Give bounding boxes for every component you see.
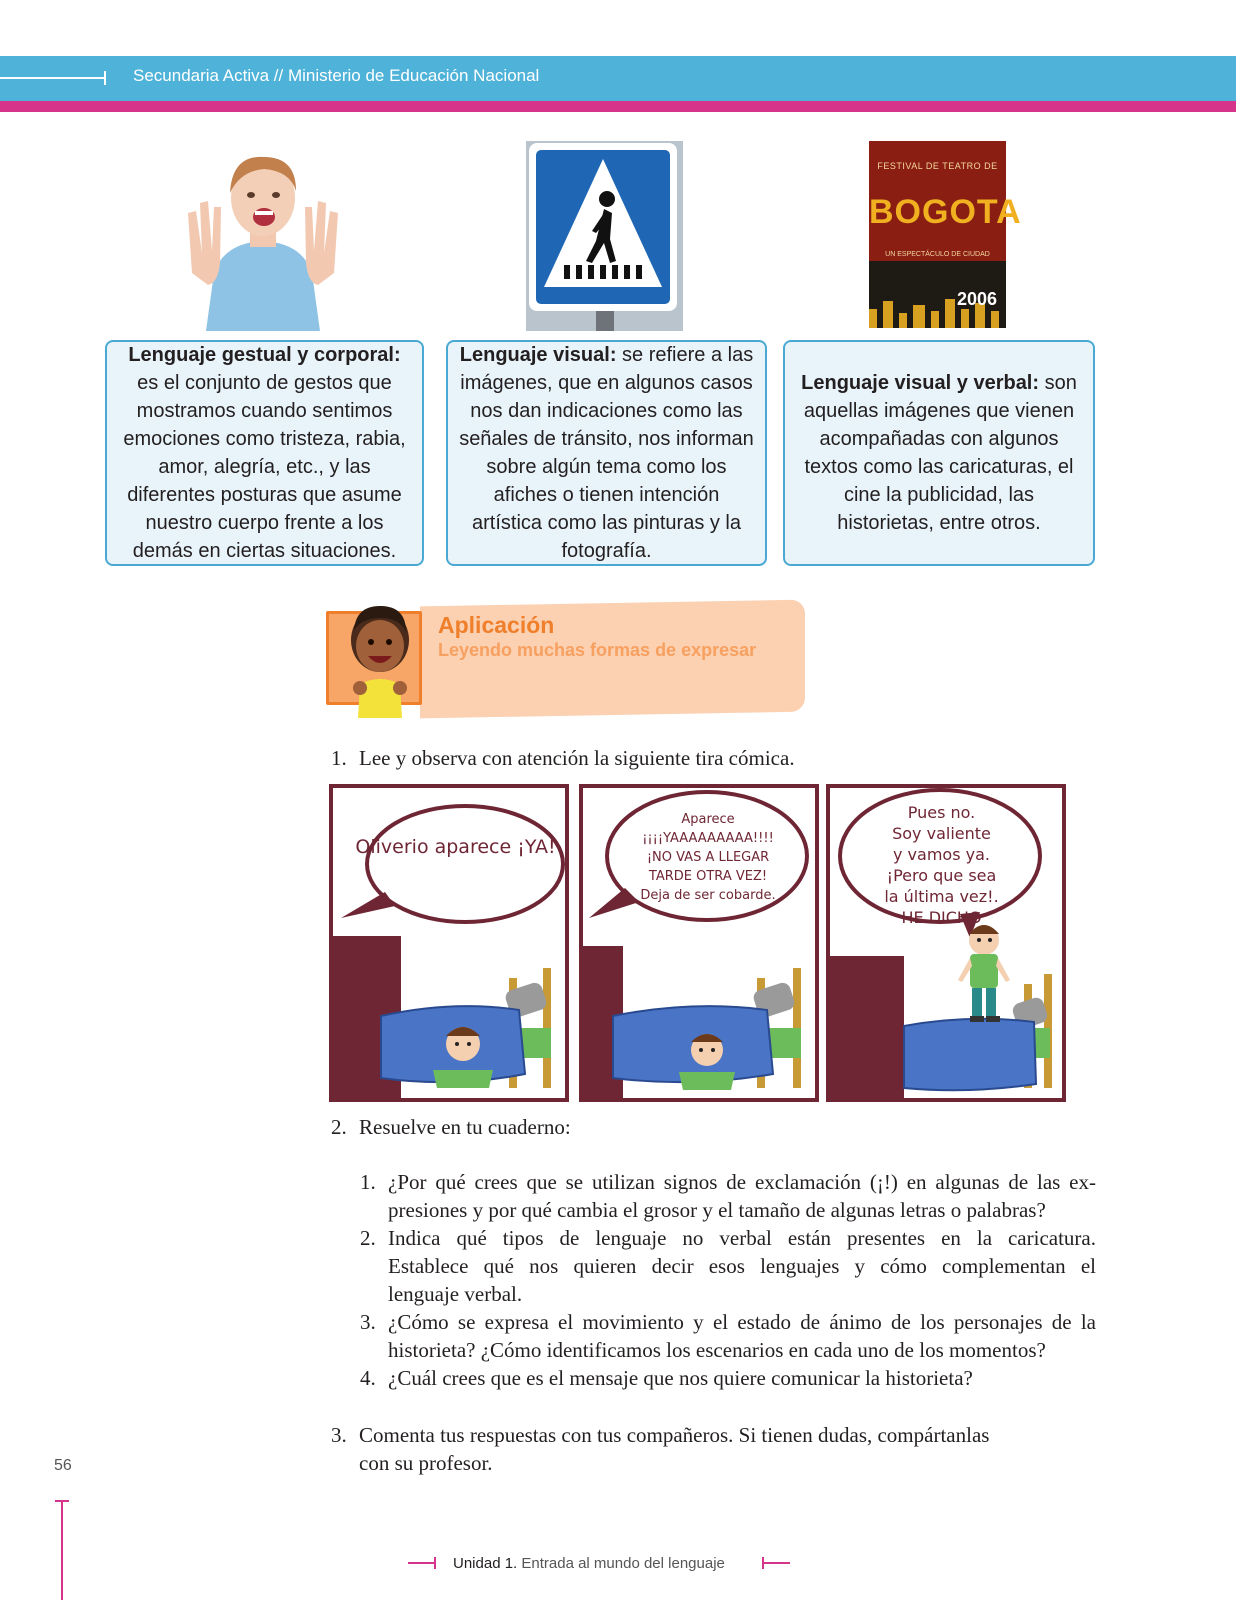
- panel-3-line-6: HE DICHO: [901, 908, 982, 927]
- instruction-2-text: Resuelve en tu cuaderno:: [359, 1115, 571, 1139]
- panel-3-line-3: y vamos ya.: [893, 845, 990, 864]
- definition-term-visual-verbal: Lenguaje visual y verbal:: [801, 372, 1040, 394]
- panel-2-line-2: ¡¡¡¡YAAAAAAAAA!!!!: [642, 831, 774, 846]
- question-3-num: 3.: [360, 1310, 376, 1334]
- comic-panel-1: [329, 784, 569, 1102]
- page-number: 56: [54, 1457, 72, 1474]
- instruction-2-num: 2.: [331, 1115, 347, 1139]
- definition-box-visual-verbal: [783, 340, 1095, 566]
- panel-3-line-5: la última vez!.: [884, 887, 999, 906]
- footer-unit-title: Entrada al mundo del lenguaje: [517, 1555, 725, 1572]
- instruction-3-line-1: Comenta tus respuestas con tus compañeros. Si tienen dudas, compártanlas: [359, 1423, 990, 1447]
- panel-3-speech: [854, 802, 1029, 928]
- theater-poster-image: [869, 141, 1022, 328]
- instruction-1-text: Lee y observa con atención la siguiente tira cómica.: [359, 746, 795, 770]
- header-accent-line: [0, 101, 1236, 112]
- definition-term-gestual: Lenguaje gestual y corporal:: [128, 344, 401, 366]
- question-3-line-2: historieta? ¿Cómo identificamos los escenarios en cada uno de los momentos?: [388, 1338, 1046, 1362]
- question-1-num: 1.: [360, 1170, 376, 1194]
- header-tick-line: [0, 77, 105, 79]
- panel-3-line-2: Soy valiente: [892, 824, 991, 843]
- footer-unit-label: Unidad 1.: [453, 1555, 518, 1572]
- definition-box-visual: [446, 340, 767, 566]
- footer-right-dash: [762, 1562, 790, 1564]
- instruction-3-line-2: con su profesor.: [359, 1451, 493, 1475]
- boy-mascot-icon: [342, 600, 418, 718]
- question-2-line-3: lenguaje verbal.: [388, 1282, 523, 1306]
- question-4-line-1: ¿Cuál crees que es el mensaje que nos quiere comunicar la historieta?: [388, 1366, 973, 1390]
- pedestrian-sign-photo: [526, 141, 683, 331]
- panel-2-speech: [623, 810, 793, 905]
- question-2-line-2: Establece qué nos quieren decir esos lenguajes y cómo complementan el: [388, 1254, 1096, 1278]
- header-title: Secundaria Activa // Ministerio de Educación Nacional: [133, 66, 540, 85]
- question-3-line-1: ¿Cómo se expresa el movimiento y el estado de ánimo de los personajes de la: [388, 1310, 1096, 1334]
- instruction-3-num: 3.: [331, 1423, 347, 1447]
- poster-line3: UN ESPECTÁCULO DE CIUDAD: [885, 251, 990, 258]
- poster-year: 2006: [957, 289, 998, 309]
- panel-1-speech: Oliverio aparece ¡YA!: [355, 836, 556, 858]
- footer-unit: [453, 1555, 725, 1572]
- aplicacion-title: Aplicación: [438, 612, 555, 638]
- comic-panel-2: [579, 784, 819, 1102]
- definition-text-gestual: es el conjunto de gestos que mostramos cuando sentimos emociones como tristeza, rabia, amor, alegría, etc., y las diferentes posturas que asume nuestro cuerpo frente a los demás en ciertas situaciones.: [123, 372, 406, 562]
- panel-2-line-1: Aparece: [681, 812, 735, 827]
- definition-box-gestual: [105, 340, 424, 566]
- definition-text-visual: se refiere a las imágenes, que en algunos casos nos dan indicaciones como las señales de tránsito, nos informan sobre algún tema como los afiches o tienen intención artística como las pinturas y la fotografía.: [459, 344, 754, 562]
- footer-left-dash: [408, 1562, 436, 1564]
- panel-3-line-4: ¡Pero que sea: [886, 866, 997, 885]
- question-4-num: 4.: [360, 1366, 376, 1390]
- poster-line1: FESTIVAL DE TEATRO DE: [877, 161, 998, 171]
- footer-vertical-line: [61, 1500, 63, 1600]
- question-2-num: 2.: [360, 1226, 376, 1250]
- question-2-line-1: Indica qué tipos de lenguaje no verbal están presentes en la caricatura.: [388, 1226, 1096, 1250]
- panel-2-line-5: Deja de ser cobarde.: [640, 888, 776, 903]
- question-1-line-2: presiones y por qué cambia el grosor y el tamaño de algunas letras o palabras?: [388, 1198, 1046, 1222]
- panel-3-line-1: Pues no.: [907, 803, 976, 822]
- woman-photo: [184, 143, 342, 331]
- panel-2-line-3: ¡NO VAS A LLEGAR: [646, 850, 770, 865]
- comic-panel-3: [826, 784, 1066, 1102]
- instruction-1-num: 1.: [331, 746, 347, 770]
- header-tick-end: [104, 71, 106, 85]
- aplicacion-subtitle: Leyendo muchas formas de expresar: [438, 640, 757, 660]
- question-1-line-1: ¿Por qué crees que se utilizan signos de exclamación (¡!) en algunas de las ex-: [388, 1170, 1096, 1194]
- footer-left-tick: [434, 1557, 436, 1569]
- definition-term-visual: Lenguaje visual:: [459, 344, 617, 366]
- panel-2-line-4: TARDE OTRA VEZ!: [648, 869, 768, 884]
- poster-line2: BOGOTA: [869, 193, 1022, 231]
- definition-text-visual-verbal: son aquellas imágenes que vienen acompañadas con algunos textos como las caricaturas, el cine la publicidad, las historietas, entre otros.: [803, 372, 1077, 534]
